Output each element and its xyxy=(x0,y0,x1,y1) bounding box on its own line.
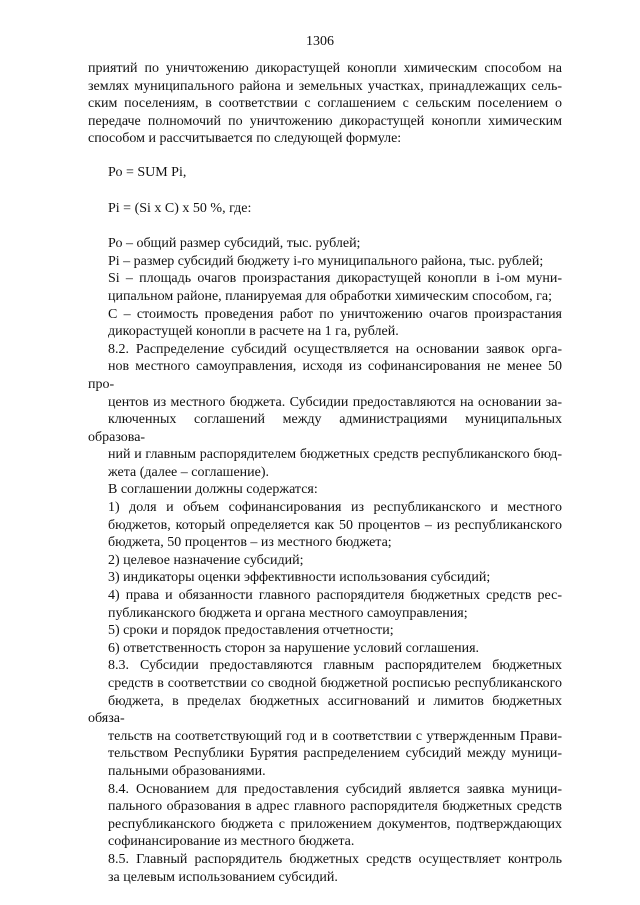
text-line: тельством Республики Бурятия распределением субсидий между муници- xyxy=(108,746,562,762)
text-line: 5) сроки и порядок предоставления отчетности; xyxy=(108,623,394,639)
text-line: ципальном районе, планируемая для обработки химическим способом, га; xyxy=(108,288,553,304)
text-line: 1) доля и объем софинансирования из республиканского и местного xyxy=(108,500,562,516)
page-number: 1306 xyxy=(306,34,334,49)
text-line: бюджета, в пределах бюджетных ассигнований и лимитов бюджетных обяза- xyxy=(88,693,562,727)
text-line: С – стоимость проведения работ по уничтожению очагов произрастания xyxy=(108,306,562,322)
paragraph-8-5 xyxy=(88,851,562,886)
definition-c xyxy=(88,306,562,341)
text-line: передаче полномочий по уничтожению дикорастущей конопли химическим xyxy=(88,113,562,129)
text-line: 2) целевое назначение субсидий; xyxy=(108,552,304,568)
text-line: 8.4. Основанием для предоставления субсидий является заявка муници- xyxy=(108,781,562,797)
text-line: республиканского бюджета с приложением документов, подтверждающих xyxy=(108,816,562,832)
document-body xyxy=(88,60,562,886)
text-line: землях муниципального района и земельных участках, принадлежащих сель- xyxy=(88,78,562,94)
text-line: Ро – общий размер субсидий, тыс. рублей; xyxy=(108,236,361,252)
text-line: 4) права и обязанности главного распорядителя бюджетных средств рес- xyxy=(108,588,562,604)
definition-po xyxy=(88,235,562,253)
definition-si xyxy=(88,270,562,305)
agreement-intro xyxy=(88,481,562,499)
text-line: ний и главным распорядителем бюджетных средств республиканского бюд- xyxy=(108,447,562,463)
text-line: пального образования в адрес главного распорядителя бюджетных средств xyxy=(108,799,562,815)
text-line: 8.5. Главный распорядитель бюджетных средств осуществляет контроль xyxy=(108,851,562,867)
list-item-1 xyxy=(88,499,562,552)
text-line: средств в соответствии со сводной бюджетной росписью республиканского xyxy=(108,676,562,691)
list-item-5 xyxy=(88,622,562,640)
text-line: центов из местного бюджета. Субсидии предоставляются на основании за- xyxy=(108,394,562,410)
text-line: пальными образованиями. xyxy=(108,763,266,779)
definition-pi xyxy=(88,253,562,271)
text-line: 6) ответственность сторон за нарушение условий соглашения. xyxy=(108,640,480,656)
text-line: тельств на соответствующий год и в соответствии с утвержденным Прави- xyxy=(108,728,562,744)
text-line: Si – площадь очагов произрастания дикорастущей конопли в i-ом муни- xyxy=(108,271,562,287)
text-line: 8.2. Распределение субсидий осуществляется на основании заявок орга- xyxy=(108,341,562,357)
list-item-6 xyxy=(88,640,562,658)
text-line: приятий по уничтожению дикорастущей конопли химическим способом на xyxy=(88,61,562,76)
list-item-2 xyxy=(88,552,562,570)
formula-total: Ро = SUM Pi, xyxy=(108,164,187,180)
text-line: публиканского бюджета и органа местного самоуправления; xyxy=(108,605,468,621)
text-line: В соглашении должны содержатся: xyxy=(108,482,318,498)
text-line: софинансирование из местного бюджета. xyxy=(108,834,355,850)
list-item-4 xyxy=(88,587,562,622)
text-line: ключенных соглашений между администрациями муниципальных образова- xyxy=(88,412,562,445)
text-line: 3) индикаторы оценки эффективности использования субсидий; xyxy=(108,570,491,586)
paragraph-8-4 xyxy=(88,781,562,851)
text-line: жета (далее – соглашение). xyxy=(108,464,270,480)
paragraph-8-2 xyxy=(88,341,562,482)
text-line: за целевым использованием субсидий. xyxy=(108,869,338,885)
list-item-3 xyxy=(88,569,562,587)
text-line: нов местного самоуправления, исходя из софинансирования не менее 50 про- xyxy=(88,359,562,392)
text-line: бюджета, 50 процентов – из местного бюджета; xyxy=(108,535,392,551)
paragraph-8-3 xyxy=(88,657,562,780)
text-line: 8.3. Субсидии предоставляются главным распорядителем бюджетных xyxy=(108,658,562,674)
text-line: способом и рассчитывается по следующей формуле: xyxy=(88,131,402,147)
formula-per-district: Pi = (Si x C) x 50 %, где: xyxy=(108,200,252,216)
intro-paragraph xyxy=(88,60,562,148)
text-line: Pi – размер субсидий бюджету i-го муниципального района, тыс. рублей; xyxy=(108,253,544,269)
text-line: бюджетов, который определяется как 50 процентов – из республиканского xyxy=(108,517,562,533)
text-line: ским поселениям, в соответствии с соглашением с сельским поселением о xyxy=(88,96,562,112)
text-line: дикорастущей конопли в расчете на 1 га, рублей. xyxy=(108,324,399,340)
